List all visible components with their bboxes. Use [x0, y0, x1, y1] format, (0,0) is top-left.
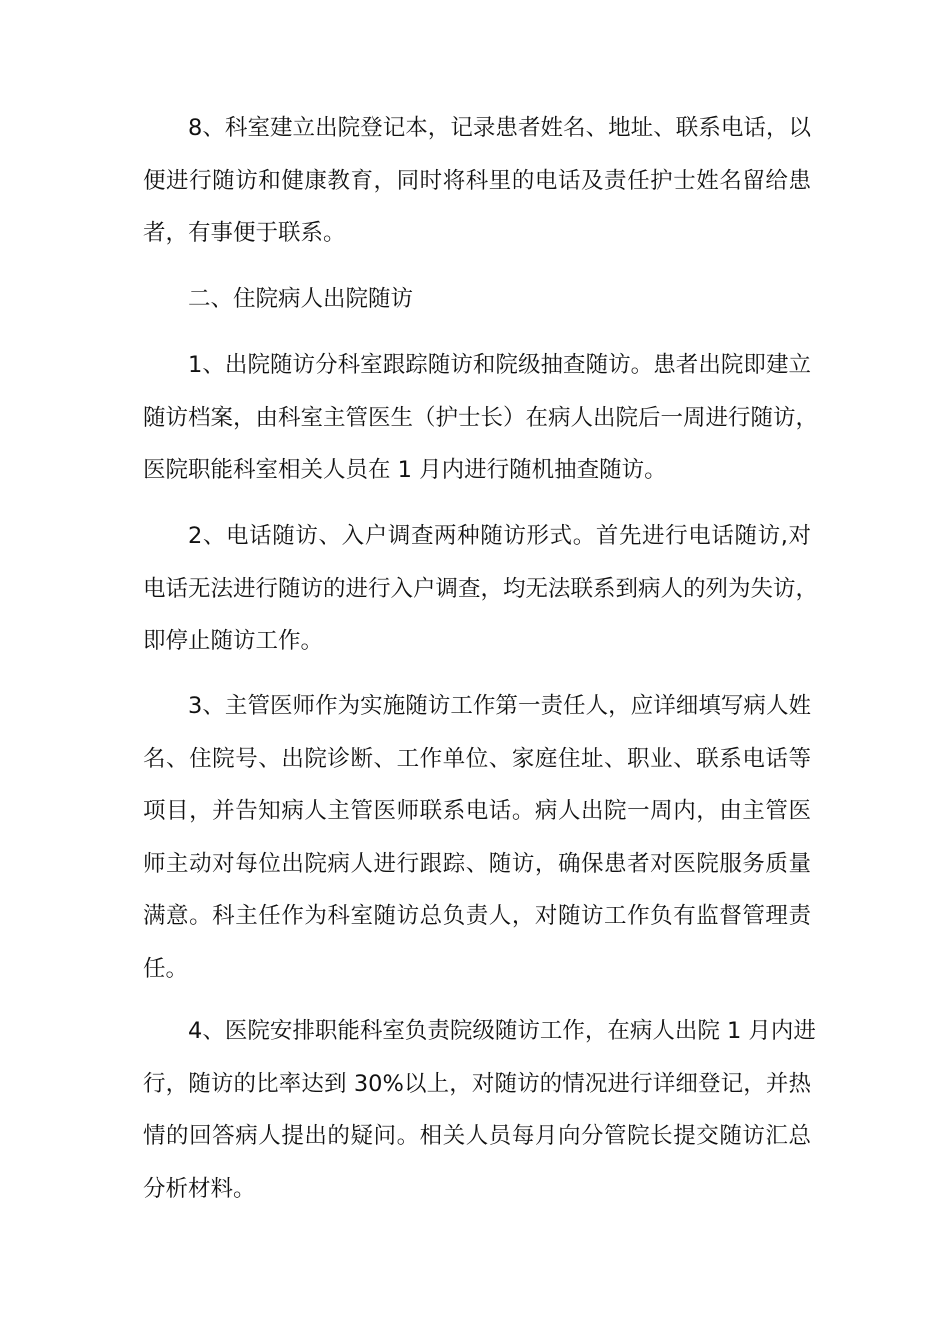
- section-heading-text: 二、住院病人出院随访: [188, 286, 414, 312]
- paragraph-item-2: [143, 510, 819, 668]
- text-line: 电话无法进行随访的进行入户调查，均无法联系到病人的列为失访，: [143, 575, 819, 602]
- text-line: 行，随访的比率达到 30%以上，对随访的情况进行详细登记，并热: [143, 1070, 811, 1097]
- text-line: 3、主管医师作为实施随访工作第一责任人，应详细填写病人姓: [188, 693, 811, 719]
- paragraph-item-3: [143, 680, 811, 995]
- text-line: 名、住院号、出院诊断、工作单位、家庭住址、职业、联系电话等: [143, 745, 811, 772]
- text-line: 项目，并告知病人主管医师联系电话。病人出院一周内，由主管医: [143, 798, 811, 824]
- paragraph-item-1: [143, 339, 819, 497]
- text-line: 即停止随访工作。: [143, 628, 324, 654]
- text-line: 2、电话随访、入户调查两种随访形式。首先进行电话随访,对: [188, 523, 811, 549]
- section-heading: [143, 273, 811, 326]
- text-line: 便进行随访和健康教育，同时将科里的电话及责任护士姓名留给患: [143, 167, 811, 194]
- text-line: 任。: [143, 955, 189, 982]
- paragraph-item-4: [143, 1005, 816, 1215]
- text-line: 1、出院随访分科室跟踪随访和院级抽查随访。患者出院即建立: [188, 352, 811, 378]
- text-line: 满意。科主任作为科室随访总负责人，对随访工作负有监督管理责: [143, 903, 811, 929]
- text-line: 8、科室建立出院登记本，记录患者姓名、地址、联系电话，以: [188, 115, 811, 141]
- text-line: 情的回答病人提出的疑问。相关人员每月向分管院长提交随访汇总: [143, 1123, 811, 1149]
- text-line: 随访档案，由科室主管医生（护士长）在病人出院后一周进行随访，: [143, 404, 819, 431]
- text-line: 师主动对每位出院病人进行跟踪、随访，确保患者对医院服务质量: [143, 850, 811, 877]
- text-line: 医院职能科室相关人员在 1 月内进行随机抽查随访。: [143, 457, 667, 483]
- text-line: 分析材料。: [143, 1175, 256, 1202]
- paragraph-item-8: [143, 102, 811, 260]
- text-line: 者，有事便于联系。: [143, 220, 346, 246]
- text-line: 4、医院安排职能科室负责院级随访工作，在病人出院 1 月内进: [188, 1018, 816, 1044]
